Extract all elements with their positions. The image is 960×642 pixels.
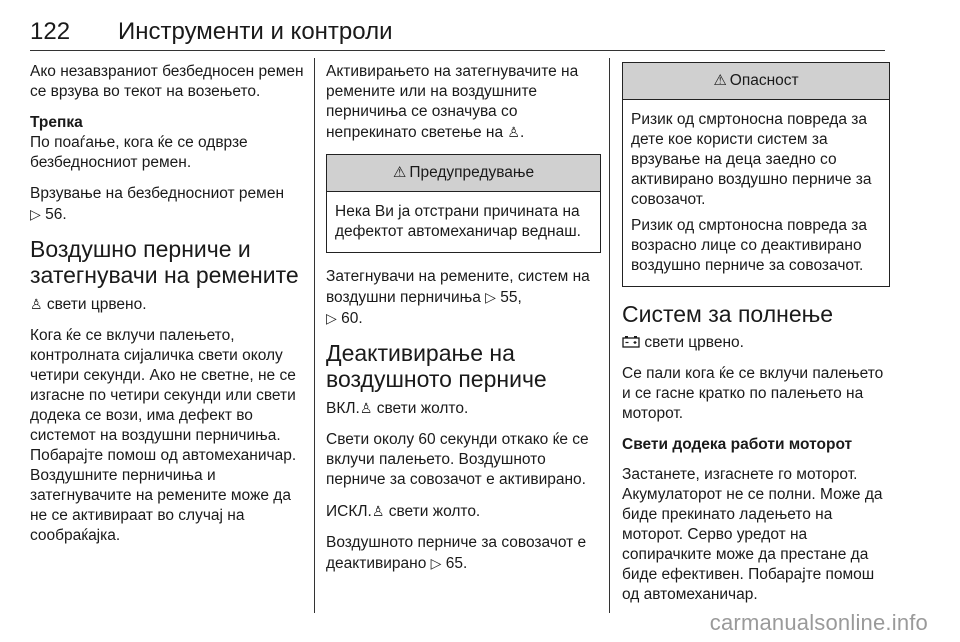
subheading-trepka: Трепка — [30, 114, 83, 131]
engine-running-description: Застанете, изгаснете го моторот. Акумулаторот не се полни. Може да биде прекинато ладењето на моторот. Серво уредот на сопирачките може да престане да биде ефективен. Побарајте помош од автомеханичар. — [622, 466, 883, 603]
page-ref-60[interactable]: 60. — [341, 310, 363, 327]
column-divider-2 — [609, 58, 610, 613]
activation-paragraph: Активирањето на затегнувачите на ремените или на воздушните перничиња се означува со непрекинато светење на ♙. — [326, 63, 579, 141]
subheading-engine-running: Свети додека работи моторот — [622, 436, 853, 453]
airbag-icon: ♙ — [507, 124, 520, 140]
page-title: Инструменти и контроли — [118, 18, 393, 45]
warning-text: Нека Ви ја отстрани причината на дефектот автомеханичар веднаш. — [335, 203, 581, 240]
deactivated-paragraph — [326, 533, 601, 574]
airbag-off-icon: ♙ — [371, 503, 385, 519]
page-ref-56[interactable]: 56. — [45, 206, 67, 223]
column-1 — [30, 62, 305, 557]
reference-arrow-icon: ▷ — [485, 289, 496, 305]
on-text: свети жолто. — [376, 400, 469, 417]
danger-text-1: Ризик од смртоносна повреда за дете кое користи систем за врзување на деца заедно со активирано воздушно перниче за совозачот. — [631, 111, 872, 208]
column-3 — [622, 62, 890, 616]
danger-box — [622, 62, 890, 287]
danger-box-header — [623, 63, 889, 100]
page-ref-65[interactable]: 65. — [445, 555, 468, 572]
charging-indicator-text: свети црвено. — [644, 334, 744, 351]
seatbelt-ref-text: Врзување на безбедносниот ремен — [30, 185, 285, 202]
page-number: 122 — [30, 18, 71, 45]
section-heading-deactivation: Деактивирање на воздушното перниче — [326, 340, 547, 392]
on-label: ВКЛ. — [326, 400, 360, 417]
danger-title: Опасност — [729, 72, 799, 89]
on-description: Свети околу 60 секунди откако ќе се вклучи палењето. Воздушното перниче за совозачот е активирано. — [326, 431, 589, 488]
header-divider — [30, 50, 885, 51]
site-watermark: carmanualsonline.info — [709, 610, 928, 635]
warning-box-header — [327, 155, 600, 192]
off-text: свети жолто. — [388, 503, 481, 520]
activation-text: Активирањето на затегнувачите на ремените или на воздушните перничиња се означува со непрекинато светење на — [326, 63, 579, 141]
warning-box-body — [327, 192, 600, 252]
warning-box — [326, 154, 601, 253]
page-ref-55[interactable]: 55, — [500, 289, 522, 306]
seatbelt-ref-paragraph — [30, 184, 305, 225]
reference-arrow-icon: ▷ — [430, 555, 442, 571]
deactivated-text: Воздушното перниче за совозачот е деактивирано — [326, 534, 587, 572]
airbag-on-icon: ♙ — [359, 400, 373, 416]
reference-arrow-icon: ▷ — [30, 206, 41, 222]
pretensioner-ref-text: Затегнувачи на ремените, систем на воздушни перничиња — [326, 268, 590, 306]
danger-text-2: Ризик од смртоносна повреда за возрасно лице со деактивирано воздушно перниче за совозачот. — [631, 217, 867, 274]
danger-box-body — [623, 100, 889, 286]
warning-triangle-icon: ⚠ — [713, 72, 727, 89]
warning-title: Предупредување — [409, 164, 535, 181]
off-indicator-line — [326, 501, 601, 522]
airbag-indicator-text: свети црвено. — [46, 296, 147, 313]
column-2 — [326, 62, 601, 585]
airbag-description: Кога ќе се вклучи палењето, контролната сијаличка свети околу четири секунди. Ако не светне, не се изгасне по четири секунди или свети додека се вози, има дефект во системот на воздушни перничиња. Побарајте помош од автомеханичар. Воздушните перничиња и затегнувачите на ремените може да не се активираат во случај на сообраќајка. — [30, 327, 297, 544]
on-indicator-line — [326, 398, 601, 419]
battery-icon — [622, 335, 640, 348]
airbag-indicator-line — [30, 294, 305, 315]
warning-triangle-icon: ⚠ — [392, 164, 407, 181]
intro-paragraph: Ако незавзраниот безбедносен ремен се врзува во текот на возењето. — [30, 63, 304, 100]
section-heading-charging: Систем за полнење — [622, 301, 834, 327]
charging-indicator-line — [622, 333, 890, 353]
reference-arrow-icon: ▷ — [326, 310, 337, 326]
column-divider-1 — [314, 58, 315, 613]
off-label: ИСКЛ. — [326, 503, 372, 520]
trepka-paragraph: По поаѓање, кога ќе се одврзе безбедносниот ремен. — [30, 134, 248, 171]
airbag-icon: ♙ — [30, 296, 43, 312]
charging-description: Се пали кога ќе се вклучи палењето и се гасне кратко по палењето на моторот. — [622, 365, 884, 422]
pretensioner-ref-paragraph — [326, 267, 601, 329]
page-header — [30, 18, 890, 52]
section-heading-airbag: Воздушно перниче и затегнувачи на ремените — [30, 236, 299, 288]
